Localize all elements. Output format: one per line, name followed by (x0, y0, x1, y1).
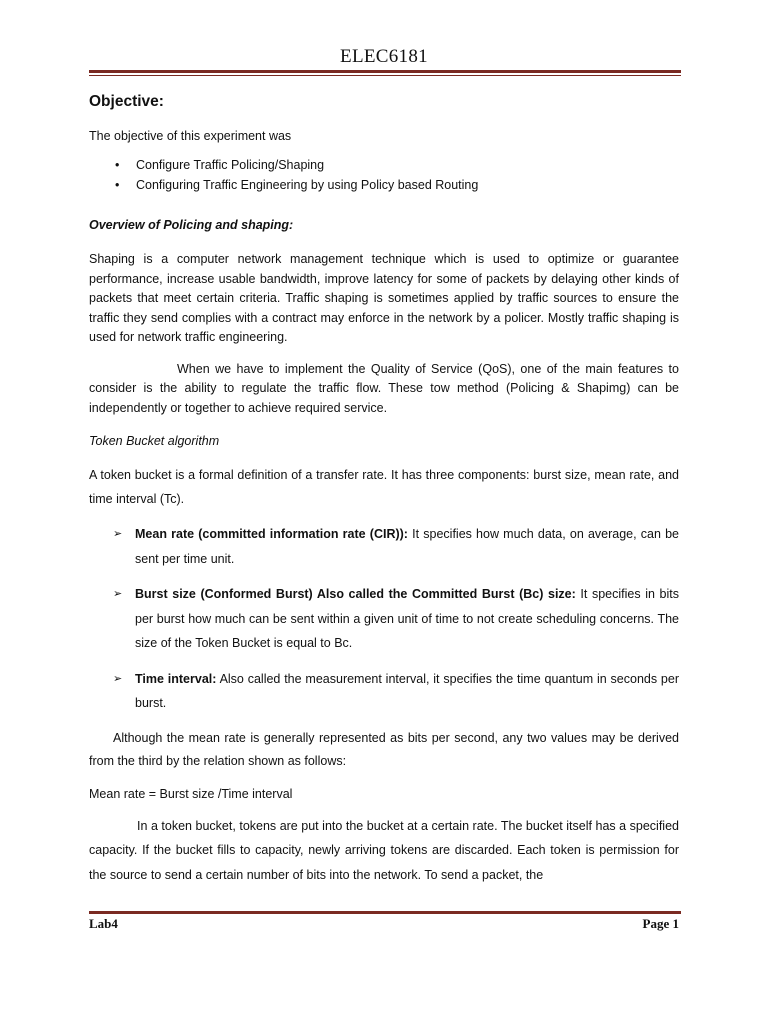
component-text: Also called the measurement interval, it specifies the time quantum in seconds per burst. (135, 671, 679, 710)
component-text: It specifies how much data, on average, can be sent per time unit. (135, 527, 679, 566)
arrow-bullet-icon: ➢ (113, 672, 123, 685)
token-bucket-components (89, 522, 679, 716)
mean-rate-paragraph: Although the mean rate is generally represented as bits per second, any two values may be derived from the third by the relation shown as follows: (89, 730, 679, 768)
bullet-icon: • (115, 158, 120, 172)
list-item (89, 155, 679, 175)
overview-paragraph-qos: When we have to implement the Quality of Service (QoS), one of the main features to consider is the ability to regulate the traffic flow. These tow method (Policing & Shapimg) can be independently or together to achieve required service. (89, 361, 679, 415)
bullet-icon: • (115, 178, 120, 192)
objective-intro: The objective of this experiment was (89, 129, 292, 143)
document-body (89, 92, 679, 887)
list-item (89, 522, 679, 571)
token-bucket-intro: A token bucket is a formal definition of a transfer rate. It has three components: burst size, mean rate, and time interval (Tc). (89, 468, 679, 506)
list-item (89, 175, 679, 195)
header-title: ELEC6181 (340, 46, 428, 67)
footer-page-number: Page 1 (642, 916, 679, 931)
list-item-text: Configuring Traffic Engineering by using Policy based Routing (136, 178, 479, 192)
token-bucket-heading: Token Bucket algorithm (89, 434, 220, 448)
token-bucket-paragraph: In a token bucket, tokens are put into the bucket at a certain rate. The bucket itself has a specified capacity. If the bucket fills to capacity, newly arriving tokens are discarded. Each token is permission for the source to send a certain number of bits into the network. To send a packet, the (89, 818, 679, 882)
list-item (89, 667, 679, 716)
header-rule-thin (89, 75, 681, 76)
component-text: It specifies in bits per burst how much can be sent within a given unit of time to not create scheduling concerns. The size of the Token Bucket is equal to Bc. (135, 587, 680, 650)
header-rule-thick (89, 70, 681, 73)
objective-list (89, 155, 679, 195)
arrow-bullet-icon: ➢ (113, 588, 123, 600)
objective-heading: Objective: (89, 93, 164, 110)
mean-rate-formula: Mean rate = Burst size /Time interval (89, 786, 293, 801)
overview-heading: Overview of Policing and shaping: (89, 218, 294, 232)
overview-paragraph-shaping: Shaping is a computer network management technique which is used to optimize or guarantee performance, increase usable bandwidth, improve latency for some of packets by delaying other kinds of packets that meet certain criteria. Traffic shaping is sometimes applied by traffic sources to ensure the traffic they send complies with a contract may enforce in the network by a policer. Mostly traffic shaping is used for network traffic engineering. (89, 252, 679, 344)
footer-lab-label: Lab4 (89, 916, 118, 931)
list-item (89, 582, 679, 656)
arrow-bullet-icon: ➢ (113, 528, 123, 540)
footer-rule (89, 911, 681, 914)
list-item-text: Configure Traffic Policing/Shaping (136, 158, 325, 172)
component-term: Mean rate (committed information rate (CIR)): (135, 527, 408, 541)
component-term: Time interval: (135, 671, 217, 686)
component-term: Burst size (Conformed Burst) Also called the Committed Burst (Bc) size: (135, 587, 576, 601)
